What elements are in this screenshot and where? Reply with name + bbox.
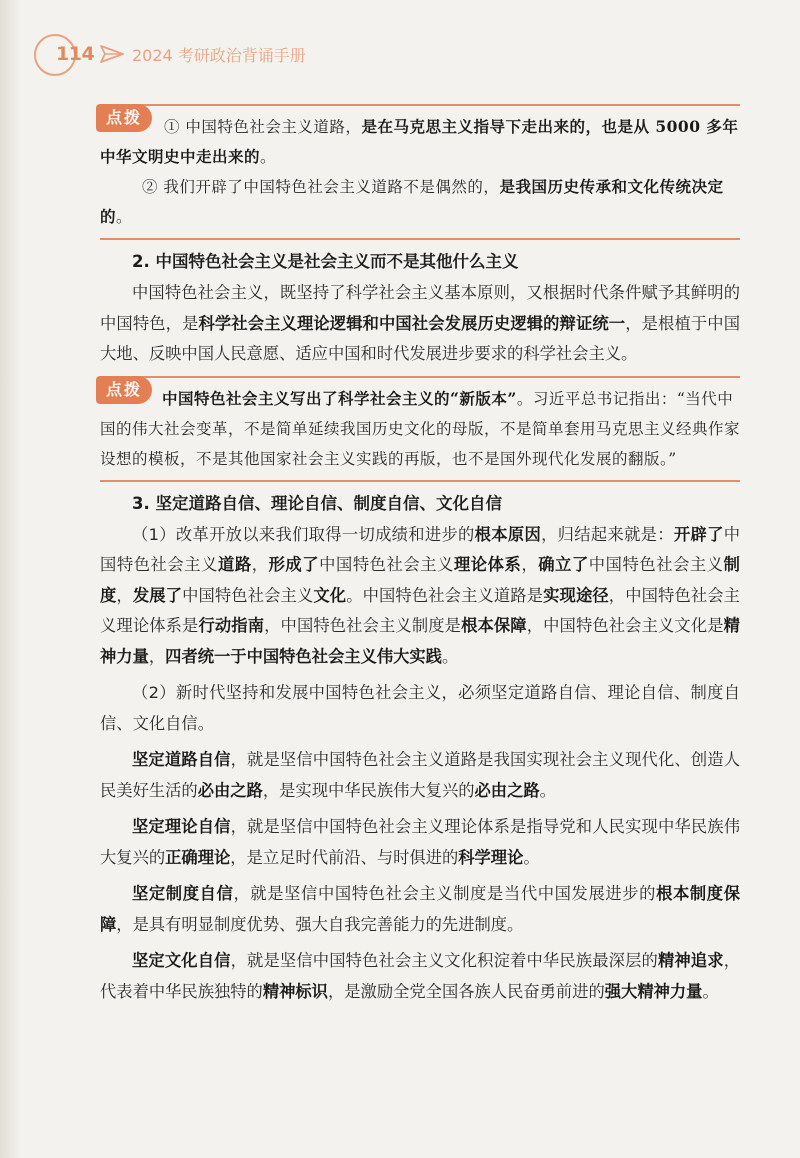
body-bold-text: 根本原因 (474, 524, 542, 544)
section-title: 3. 坚定道路自信、理论自信、制度自信、文化自信 (132, 493, 502, 513)
body-text: ， (521, 555, 539, 574)
tip-text: 。 (116, 208, 133, 226)
body-bold-text: 发展了 (132, 585, 183, 605)
body-text: 。 (441, 646, 459, 666)
body-text: ，是根植于中国大地、反映中国人民意愿、适应中国和时代发展进步要求的科学社会主义。 (100, 313, 740, 363)
body-bold-text: 科学社会主义理论逻辑和中国社会发展历史逻辑的辩证统一 (198, 313, 626, 333)
tip-label: 点拨 (96, 376, 152, 404)
tip-bold-text: 是我国历史传承和文化传统决定的 (100, 177, 724, 226)
body-text: ， (251, 555, 269, 574)
body-paragraph (100, 812, 740, 873)
body-text: ，就是坚信中国特色社会主义制度是当代中国发展进步的 (233, 884, 657, 903)
book-title: 2024 考研政治背诵手册 (132, 46, 306, 65)
body-bold-text: 必由之路 (474, 780, 540, 800)
body-bold-text: 根本制度保障 (100, 884, 740, 934)
body-text: （1）改革开放以来我们取得一切成绩和进步的 (132, 524, 475, 544)
body-bold-text: 科学理论 (458, 847, 524, 867)
tip-text: ② 我们开辟了中国特色社会主义道路不是偶然的， (142, 178, 500, 196)
body-text: ，就是坚信中国特色社会主义道路是我国实现社会主义现代化、创造人民美好生活的 (100, 750, 740, 800)
body-text: ，就是坚信中国特色社会主义理论体系是指导党和人民实现中华民族伟大复兴的 (100, 817, 740, 867)
tip-label: 点拨 (96, 104, 152, 132)
tip-text: 。习近平总书记指出：“当代中国的伟大社会变革，不是简单延续我国历史文化的母版，不是简单套用马克思主义经典作家设想的模板，不是其他国家社会主义实践的再版，也不是国外现代化发展的翻版。” (100, 389, 741, 468)
body-text: ，是激励全党全国各族人民奋勇前进的 (327, 981, 605, 1001)
body-text: ，是立足时代前沿、与时俱进的 (230, 847, 459, 867)
body-bold-text: 文化 (313, 585, 347, 605)
body-text: 。 (523, 847, 540, 867)
body-bold-text: 四者统一于中国特色社会主义伟大实践 (165, 646, 442, 666)
body-bold-text: 道路 (217, 555, 252, 574)
body-text: ， (148, 646, 166, 666)
body-bold-text: 坚定制度自信 (132, 884, 234, 903)
tip-paragraph (100, 172, 740, 232)
body-bold-text: 确立了 (538, 555, 589, 574)
body-paragraph (100, 745, 740, 806)
body-bold-text: 制度 (100, 555, 740, 605)
body-text: 。中国特色社会主义道路是 (346, 585, 544, 605)
tip-box-1 (100, 104, 740, 240)
body-bold-text: 精神标识 (262, 981, 328, 1001)
body-text: ，是具有明显制度优势、强大自我完善能力的先进制度。 (116, 914, 524, 934)
body-paragraph (100, 946, 740, 1007)
tip-text: ① 中国特色社会主义道路， (164, 118, 362, 136)
body-text: ，中国特色社会主义制度是 (264, 616, 462, 635)
body-bold-text: 强大精神力量 (604, 981, 703, 1001)
body-bold-text: 必由之路 (197, 780, 263, 800)
page-number: 114 (56, 43, 95, 65)
tip-paragraph (100, 112, 740, 172)
page-content (100, 104, 740, 1007)
body-paragraph: （2）新时代坚持和发展中国特色社会主义，必须坚定道路自信、理论自信、制度自信、文化自信。 (100, 683, 740, 733)
body-text: ，就是坚信中国特色社会主义文化积淀着中华民族最深层的 (230, 951, 658, 970)
body-text: ，中国特色社会主义理论体系是 (100, 585, 740, 635)
body-bold-text: 精神力量 (100, 616, 740, 666)
body-paragraph (100, 520, 740, 673)
body-bold-text: 根本保障 (461, 616, 527, 635)
body-text: ， (116, 585, 133, 605)
page-header (34, 34, 734, 74)
tip-bold-text: 是在马克思主义指导下走出来的，也是从 5000 多年中华文明史中走出来的 (100, 117, 739, 166)
tip-paragraph (100, 384, 740, 474)
body-text: 中国特色社会主义 (182, 585, 314, 605)
section-title: 2. 中国特色社会主义是社会主义而不是其他什么主义 (132, 252, 519, 271)
body-bold-text: 实现途径 (543, 585, 609, 605)
paper-plane-icon (100, 44, 124, 64)
body-bold-text: 形成了 (268, 555, 320, 574)
body-bold-text: 行动指南 (198, 616, 265, 635)
body-bold-text: 坚定理论自信 (132, 817, 231, 836)
body-text: 中国特色社会主义 (100, 524, 740, 574)
body-paragraph (100, 278, 740, 370)
body-text: 。 (539, 780, 556, 800)
tip-box-2 (100, 376, 740, 482)
body-paragraph (100, 879, 740, 940)
body-text: ，是实现中华民族伟大复兴的 (262, 780, 475, 800)
tip-bold-text: 中国特色社会主义写出了科学社会主义的“新版本” (162, 388, 517, 408)
body-bold-text: 精神追求 (657, 951, 724, 970)
tip-text: 。 (260, 148, 277, 166)
body-bold-text: 坚定道路自信 (132, 750, 231, 769)
body-bold-text: 坚定文化自信 (132, 951, 231, 970)
body-bold-text: 理论体系 (453, 555, 522, 574)
page-binding-shadow (0, 0, 22, 1158)
body-text: 中国特色社会主义，既坚持了科学社会主义基本原则，又根据时代条件赋予其鲜明的中国特色，是 (100, 283, 740, 333)
body-text: ，归结起来就是： (541, 524, 674, 544)
body-text: 中国特色社会主义 (319, 555, 454, 574)
body-text: 中国特色社会主义 (588, 555, 724, 574)
body-text: ，代表着中华民族独特的 (100, 951, 740, 1001)
body-text: ，中国特色社会主义文化是 (526, 616, 724, 635)
body-text: 。 (702, 981, 719, 1001)
body-bold-text: 开辟了 (673, 524, 724, 544)
body-bold-text: 正确理论 (165, 847, 231, 867)
